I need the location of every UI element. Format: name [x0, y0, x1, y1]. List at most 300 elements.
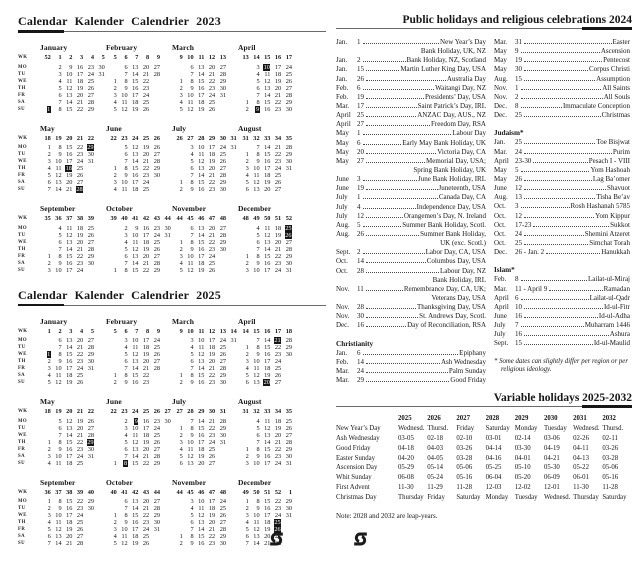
holiday-name: Id-ul-Adha	[598, 311, 630, 320]
week-number-cell: 10	[187, 54, 194, 61]
day-cell	[160, 232, 171, 239]
day-number: 29	[153, 165, 160, 172]
weekday-label: WE	[18, 513, 27, 518]
day-number: 4	[47, 459, 51, 467]
day-cell	[194, 267, 205, 274]
day-cell	[106, 365, 117, 372]
day-cell	[215, 453, 226, 460]
day-number: 20	[142, 151, 150, 158]
day-cell	[249, 85, 260, 92]
holiday-name: Rosh Hashanah 5785	[570, 202, 630, 211]
day-cell	[292, 165, 303, 172]
day-cell	[204, 78, 215, 85]
day-cell	[292, 379, 303, 386]
day-cell	[215, 144, 226, 151]
day-cell	[215, 512, 226, 519]
day-cell	[160, 106, 171, 113]
day-number: 14	[198, 365, 205, 372]
day-cell	[260, 144, 271, 151]
day-number: 12	[132, 144, 139, 151]
day-cell	[160, 351, 171, 358]
day-row	[238, 92, 304, 99]
day-cell	[83, 225, 94, 232]
day-cell	[183, 344, 194, 351]
week-number-cell	[94, 135, 105, 142]
holiday-value-cell: 11-30	[573, 483, 589, 491]
day-cell	[62, 505, 73, 512]
day-number: 2	[124, 224, 128, 232]
day-number: 6	[58, 238, 62, 246]
day-number: 8	[256, 98, 260, 106]
day-cell	[106, 460, 117, 467]
day-number: 27	[208, 459, 216, 467]
day-number: 26	[285, 424, 292, 432]
day-cell	[226, 99, 237, 106]
holiday-day: 19	[515, 56, 522, 65]
day-cell	[72, 460, 83, 467]
day-number: 13	[66, 424, 73, 432]
holiday-highlight: 1	[47, 351, 51, 358]
day-cell	[160, 92, 171, 99]
week-number-cell: 45	[187, 215, 194, 222]
day-cell	[94, 92, 105, 99]
day-number: 30	[164, 224, 171, 232]
day-number: 18	[198, 98, 205, 106]
dotted-leader	[521, 98, 603, 99]
day-number: 9	[58, 358, 62, 365]
day-number: 13	[66, 238, 73, 246]
day-cell	[183, 505, 194, 512]
day-cell	[83, 505, 94, 512]
day-cell	[194, 425, 205, 432]
day-cell	[83, 186, 94, 193]
day-cell	[128, 225, 139, 232]
day-cell	[51, 71, 62, 78]
day-cell	[215, 64, 226, 71]
day-cell	[183, 460, 194, 467]
day-cell	[106, 439, 117, 446]
holiday-name: Summer Bank Holiday, Scotl.	[402, 220, 486, 229]
day-cell	[194, 85, 205, 92]
day-cell	[117, 85, 128, 92]
day-cell	[249, 460, 260, 467]
week-number-cell: 17	[285, 54, 292, 61]
day-number: 13	[198, 224, 205, 232]
holiday-value-cell: 03-26	[456, 444, 473, 452]
day-cell	[172, 351, 183, 358]
day-number: 25	[76, 165, 84, 172]
day-number: 31	[164, 231, 171, 239]
holiday-day: 4	[357, 202, 361, 211]
day-number: 20	[142, 445, 150, 453]
day-number: 2	[47, 151, 51, 158]
holiday-name: Shemini Atzeret	[584, 229, 630, 238]
day-number: 25	[87, 77, 94, 85]
day-number: 22	[76, 438, 84, 446]
weekday-label: TU	[18, 345, 26, 350]
variable-holidays-section	[336, 392, 632, 519]
day-number: 19	[132, 540, 139, 547]
day-cell	[128, 351, 139, 358]
day-cell	[204, 260, 215, 267]
holidays-page-title: Public holidays and religious celebrations 2024	[402, 14, 632, 26]
day-cell	[94, 533, 105, 540]
dotted-leader	[521, 326, 584, 327]
day-cell	[172, 267, 183, 274]
day-cell	[117, 446, 128, 453]
week-number-cell: 9	[156, 54, 160, 61]
day-cell	[160, 64, 171, 71]
day-cell	[138, 512, 149, 519]
day-cell	[106, 337, 117, 344]
day-cell	[40, 519, 51, 526]
holiday-value-cell: 02-14	[514, 435, 531, 442]
day-cell	[128, 526, 139, 533]
day-cell	[160, 533, 171, 540]
day-row	[40, 379, 106, 386]
day-cell	[117, 92, 128, 99]
day-cell	[94, 225, 105, 232]
holiday-continuation: UK (exc. Scotl.)	[440, 239, 486, 248]
weekday-labels	[18, 124, 40, 194]
day-cell	[281, 186, 292, 193]
holiday-name: Christmas	[601, 111, 630, 120]
day-number: 3	[179, 438, 183, 446]
day-cell	[94, 365, 105, 372]
day-cell	[238, 533, 249, 540]
day-number: 24	[153, 231, 160, 239]
day-cell	[117, 186, 128, 193]
day-number: 6	[256, 84, 260, 92]
holiday-month: Mar.	[494, 38, 508, 46]
day-number: 17	[66, 158, 73, 165]
day-number: 13	[264, 431, 271, 439]
day-cell	[40, 432, 51, 439]
day-number: 10	[121, 179, 128, 186]
day-number: 23	[274, 452, 282, 460]
day-number: 30	[164, 417, 171, 425]
day-row	[238, 267, 304, 274]
day-cell	[62, 92, 73, 99]
day-cell	[194, 358, 205, 365]
day-number: 21	[274, 245, 282, 253]
day-cell	[226, 92, 237, 99]
holiday-entry	[336, 139, 486, 148]
holiday-entry	[336, 257, 486, 266]
day-cell	[160, 379, 171, 386]
day-cell	[226, 179, 237, 186]
week-number-cell	[160, 328, 171, 335]
holiday-entry	[494, 56, 630, 65]
day-cell	[83, 71, 94, 78]
day-cell	[106, 446, 117, 453]
dotted-leader	[366, 98, 424, 99]
day-number: 3	[245, 459, 249, 467]
week-number-cell: 35	[285, 408, 292, 415]
day-cell	[160, 239, 171, 246]
day-cell	[238, 239, 249, 246]
day-cell	[62, 78, 73, 85]
holiday-name: Shavuot	[607, 184, 630, 193]
day-cell	[270, 432, 281, 439]
day-number: 30	[285, 452, 292, 460]
day-number: 12	[55, 172, 62, 179]
day-number: 10	[253, 459, 260, 467]
week-number-cell: 36	[44, 488, 51, 496]
holiday-month: Mar.	[494, 147, 508, 156]
day-number: 18	[208, 505, 216, 512]
day-number: 24	[285, 63, 292, 71]
day-cell	[160, 344, 171, 351]
day-cell	[83, 512, 94, 519]
day-number: 21	[76, 344, 84, 351]
day-number: 20	[66, 533, 73, 540]
day-number: 5	[256, 424, 260, 432]
day-row	[238, 372, 304, 379]
day-number: 10	[253, 165, 260, 172]
day-row	[238, 85, 304, 92]
day-number: 11	[264, 417, 271, 425]
day-cell	[149, 99, 160, 106]
holiday-value-cell: 04-21	[543, 454, 560, 462]
day-cell	[106, 533, 117, 540]
holiday-day: 28	[357, 303, 364, 312]
day-cell	[160, 498, 171, 505]
month-calendar	[172, 397, 238, 467]
day-cell	[215, 158, 226, 165]
day-row	[172, 446, 238, 453]
day-cell	[83, 425, 94, 432]
holiday-day: 6	[515, 293, 519, 302]
weekday-label: TU	[18, 425, 26, 431]
day-cell	[172, 253, 183, 260]
day-cell	[215, 425, 226, 432]
day-number: 26	[219, 158, 226, 165]
holiday-name: Memorial Day, USA;	[425, 156, 486, 165]
day-number: 7	[124, 158, 128, 165]
holiday-value-cell: 05-30	[543, 464, 560, 472]
month-calendar	[40, 43, 106, 113]
day-cell	[204, 239, 215, 246]
holiday-entry	[494, 102, 630, 111]
holiday-value-cell: 04-13	[573, 454, 589, 462]
holiday-day: 8	[515, 101, 519, 110]
day-number: 2	[179, 186, 183, 193]
day-cell	[83, 446, 94, 453]
day-number: 20	[142, 63, 150, 71]
day-number: 21	[76, 245, 84, 253]
holiday-highlight: 9	[255, 105, 260, 113]
day-cell	[149, 519, 160, 526]
day-number: 6	[190, 519, 194, 526]
day-cell	[204, 99, 215, 106]
day-number: 6	[124, 358, 128, 365]
day-cell	[72, 158, 83, 165]
day-number: 13	[132, 498, 139, 505]
day-number: 31	[285, 459, 292, 467]
day-number: 15	[264, 252, 271, 260]
holiday-value-cell: 03-28	[602, 454, 619, 462]
week-number-cell	[226, 54, 237, 61]
day-number: 19	[198, 105, 205, 113]
day-number: 10	[55, 452, 62, 460]
day-cell	[183, 533, 194, 540]
day-number: 20	[208, 224, 216, 232]
day-number: 27	[153, 252, 160, 260]
variable-holidays-table	[336, 413, 632, 502]
day-cell	[72, 432, 83, 439]
day-cell	[138, 372, 149, 379]
day-cell	[72, 165, 83, 172]
day-number: 7	[256, 91, 260, 99]
day-cell	[83, 179, 94, 186]
week-number-row	[238, 54, 304, 61]
day-number: 19	[274, 77, 282, 85]
sigel-s-logo-icon	[352, 531, 369, 552]
day-row	[106, 144, 172, 151]
day-number: 13	[66, 337, 73, 344]
weekday-label: TH	[18, 520, 26, 525]
holiday-highlight: 18	[65, 165, 72, 172]
day-cell	[149, 267, 160, 274]
day-row	[40, 460, 106, 467]
day-cell	[204, 418, 215, 425]
dotted-leader	[524, 235, 584, 236]
day-cell	[128, 232, 139, 239]
day-number: 10	[198, 498, 205, 505]
day-cell	[72, 92, 83, 99]
month-name: January	[40, 43, 68, 52]
day-cell	[106, 186, 117, 193]
day-row	[106, 498, 172, 505]
dotted-leader	[366, 189, 438, 190]
holiday-value-cell: 05-20	[514, 474, 531, 482]
day-cell	[204, 64, 215, 71]
week-number-cell: 32	[253, 408, 260, 415]
holiday-label-cell: Ascension Day	[336, 464, 378, 472]
day-number: 24	[274, 358, 282, 365]
day-cell	[281, 225, 292, 232]
day-number: 27	[87, 424, 94, 432]
week-number-cell: 18	[285, 327, 292, 335]
holiday-column-1	[336, 38, 486, 385]
day-number: 3	[245, 165, 249, 172]
day-number: 17	[198, 252, 205, 260]
holiday-entry	[336, 93, 486, 102]
day-number: 10	[253, 358, 260, 365]
week-number-cell: 41	[132, 215, 139, 222]
holiday-day: 5	[515, 165, 519, 174]
day-number: 17	[142, 424, 150, 432]
day-number: 11	[55, 372, 62, 379]
weekday-label: MO	[18, 418, 28, 424]
day-cell	[281, 344, 292, 351]
week-number-cell: 46	[198, 215, 205, 222]
day-cell	[40, 239, 51, 246]
day-number: 6	[124, 63, 128, 71]
day-cell	[138, 379, 149, 386]
day-cell	[128, 344, 139, 351]
day-number: 13	[198, 519, 205, 526]
week-number-cell: 1	[288, 488, 292, 496]
day-cell	[194, 337, 205, 344]
day-cell	[249, 540, 260, 547]
day-cell	[270, 179, 281, 186]
day-number: 6	[47, 533, 51, 540]
day-cell	[204, 432, 215, 439]
dotted-leader	[366, 317, 418, 318]
holiday-value-cell: 03-28	[456, 454, 473, 462]
week-number-cell: 50	[264, 215, 271, 222]
day-row	[40, 92, 106, 99]
day-number: 14	[264, 91, 271, 99]
day-cell	[204, 144, 215, 151]
day-cell	[149, 418, 160, 425]
holiday-value-cell: 05-25	[485, 464, 502, 472]
day-row	[172, 425, 238, 432]
day-cell	[138, 505, 149, 512]
day-cell	[72, 453, 83, 460]
day-cell	[238, 379, 249, 386]
day-number: 1	[113, 459, 117, 467]
day-cell	[83, 519, 94, 526]
day-number: 24	[142, 179, 150, 186]
week-number-row	[106, 135, 172, 142]
day-cell	[249, 165, 260, 172]
day-cell	[72, 78, 83, 85]
holiday-label-cell: First Advent	[336, 483, 370, 491]
day-number: 30	[285, 259, 292, 267]
day-number: 15	[264, 498, 271, 505]
day-cell	[138, 179, 149, 186]
holiday-day: 20	[357, 147, 364, 156]
day-number: 14	[132, 70, 139, 78]
day-cell	[117, 460, 128, 467]
day-cell	[72, 225, 83, 232]
day-cell	[249, 446, 260, 453]
month-name: October	[106, 477, 133, 487]
day-cell	[194, 432, 205, 439]
day-number: 7	[190, 70, 194, 78]
day-cell	[226, 512, 237, 519]
religion-section-heading: Judaism*	[494, 129, 524, 138]
day-cell	[194, 460, 205, 467]
day-cell	[72, 351, 83, 358]
day-cell	[249, 253, 260, 260]
day-number: 27	[76, 179, 84, 186]
day-cell	[204, 498, 215, 505]
day-cell	[270, 337, 281, 344]
day-cell	[83, 260, 94, 267]
day-number: 19	[142, 351, 150, 358]
day-cell	[249, 526, 260, 533]
day-number: 15	[198, 424, 205, 432]
day-number: 20	[76, 238, 84, 246]
weekday-label: SA	[18, 534, 25, 539]
month-calendar	[106, 317, 172, 387]
day-number: 6	[245, 379, 249, 386]
weekday-label: SU	[18, 267, 25, 273]
holiday-value-cell: 04-14	[485, 444, 502, 452]
holiday-name: Juneteenth, USA	[438, 184, 486, 193]
day-number: 29	[219, 372, 226, 379]
day-cell	[51, 425, 62, 432]
day-cell	[62, 337, 73, 344]
week-number-cell: 14	[242, 327, 249, 335]
day-cell	[40, 365, 51, 372]
day-number: 3	[190, 144, 194, 151]
day-cell	[281, 253, 292, 260]
